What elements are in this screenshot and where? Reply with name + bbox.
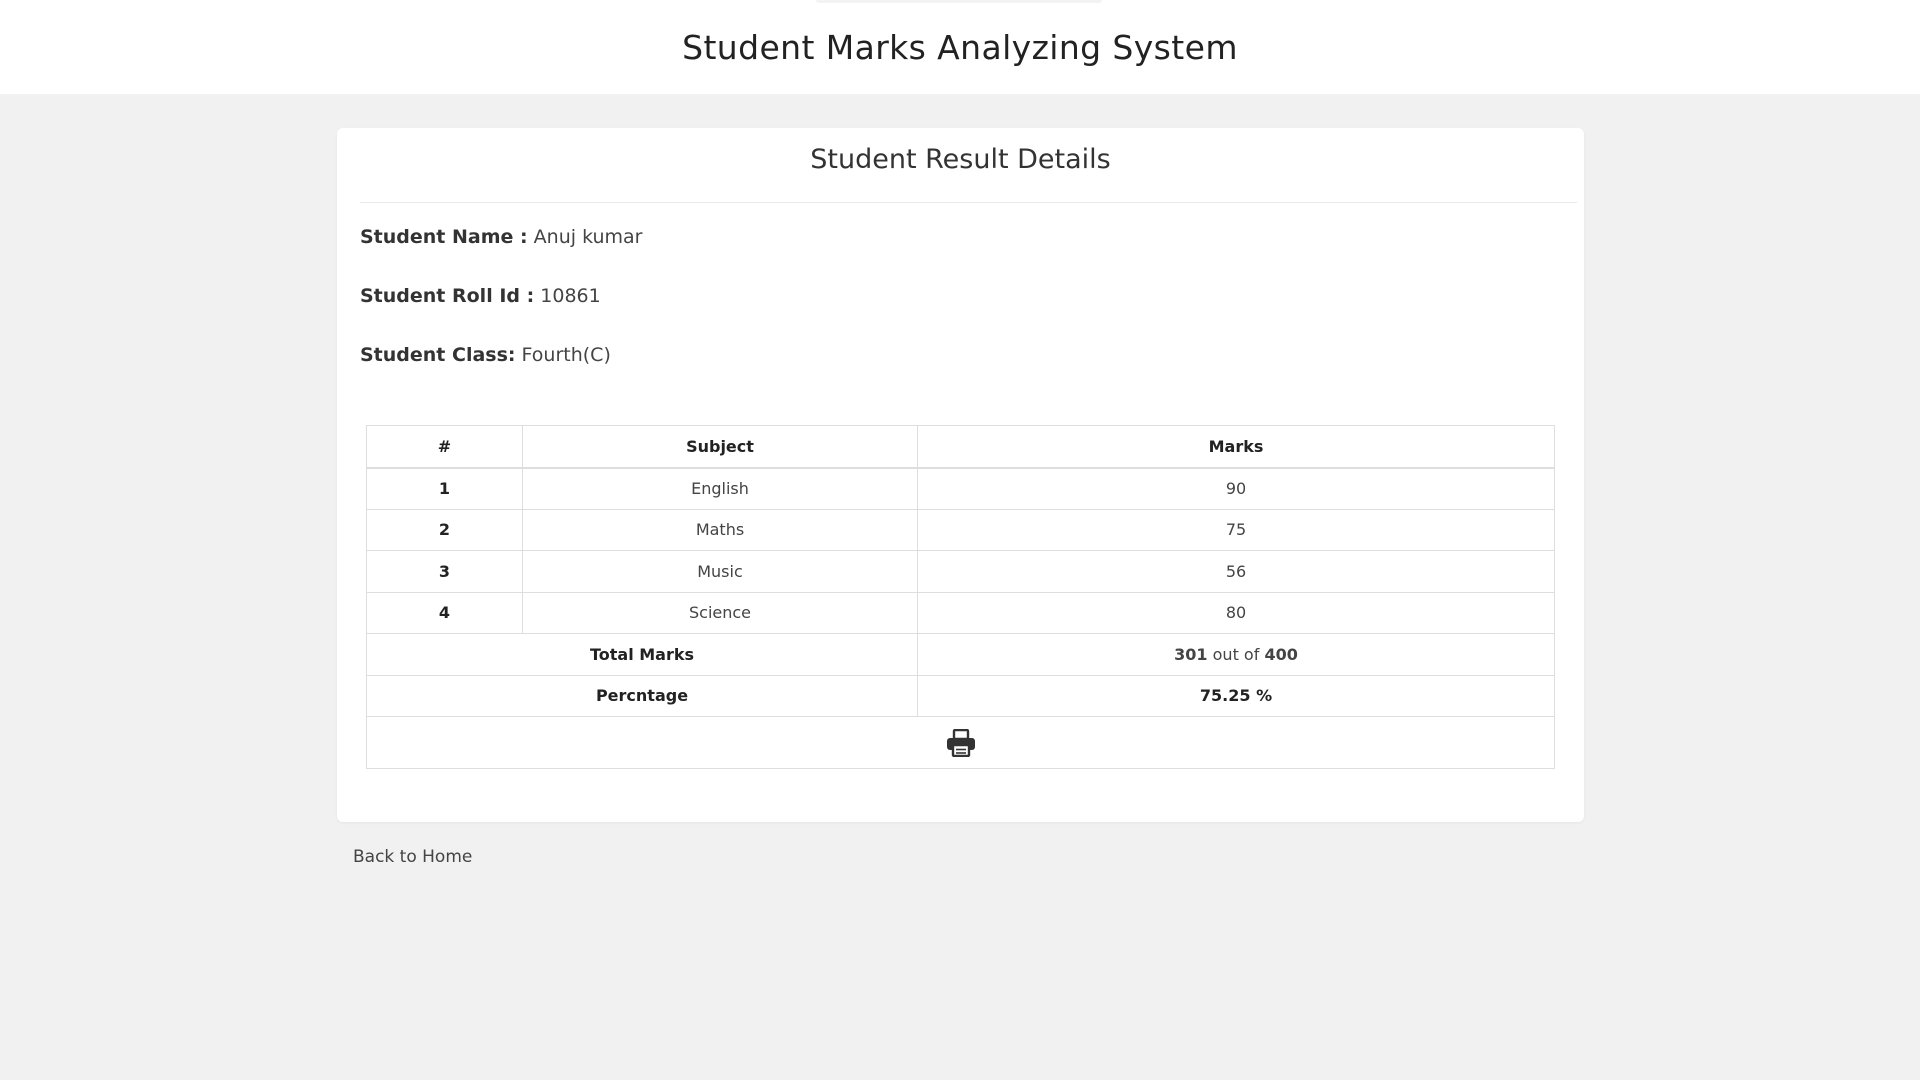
total-obtained: 301 — [1174, 644, 1208, 664]
total-row — [367, 634, 1555, 676]
student-class-label: Student Class: — [360, 344, 516, 366]
table-row — [367, 468, 1555, 510]
student-roll-label: Student Roll Id : — [360, 285, 535, 307]
total-value — [918, 634, 1555, 676]
student-roll-value: 10861 — [540, 285, 601, 307]
percentage-label: Percntage — [367, 675, 918, 717]
row-marks: 90 — [918, 468, 1555, 510]
student-class-row — [360, 344, 611, 366]
site-title: Student Marks Analyzing System — [682, 28, 1238, 67]
print-icon[interactable] — [946, 729, 976, 757]
row-marks: 80 — [918, 592, 1555, 634]
student-name-row — [360, 226, 643, 248]
header-number: # — [367, 426, 523, 468]
student-roll-row — [360, 285, 601, 307]
print-cell — [367, 717, 1555, 769]
student-name-label: Student Name : — [360, 226, 528, 248]
table-header-row — [367, 426, 1555, 468]
percentage-row — [367, 675, 1555, 717]
header-subject: Subject — [523, 426, 918, 468]
panel-title: Student Result Details — [810, 144, 1111, 175]
print-row — [367, 717, 1555, 769]
row-marks: 56 — [918, 551, 1555, 593]
row-subject: Music — [523, 551, 918, 593]
total-out-of-text: out of — [1212, 644, 1260, 664]
total-max: 400 — [1264, 644, 1298, 664]
result-panel — [337, 128, 1584, 822]
table-row — [367, 592, 1555, 634]
site-header — [0, 0, 1920, 94]
percentage-value: 75.25 % — [918, 675, 1555, 717]
student-class-value: Fourth(C) — [521, 344, 611, 366]
row-number: 4 — [367, 592, 523, 634]
row-subject: Science — [523, 592, 918, 634]
table-row — [367, 509, 1555, 551]
header-marks: Marks — [918, 426, 1555, 468]
results-table — [366, 425, 1555, 769]
row-subject: English — [523, 468, 918, 510]
header-accent — [816, 0, 1102, 3]
divider — [360, 202, 1577, 203]
row-subject: Maths — [523, 509, 918, 551]
table-row — [367, 551, 1555, 593]
row-number: 2 — [367, 509, 523, 551]
total-label: Total Marks — [367, 634, 918, 676]
row-number: 1 — [367, 468, 523, 510]
row-number: 3 — [367, 551, 523, 593]
back-to-home-link[interactable]: Back to Home — [353, 847, 473, 867]
row-marks: 75 — [918, 509, 1555, 551]
student-name-value: Anuj kumar — [533, 226, 643, 248]
